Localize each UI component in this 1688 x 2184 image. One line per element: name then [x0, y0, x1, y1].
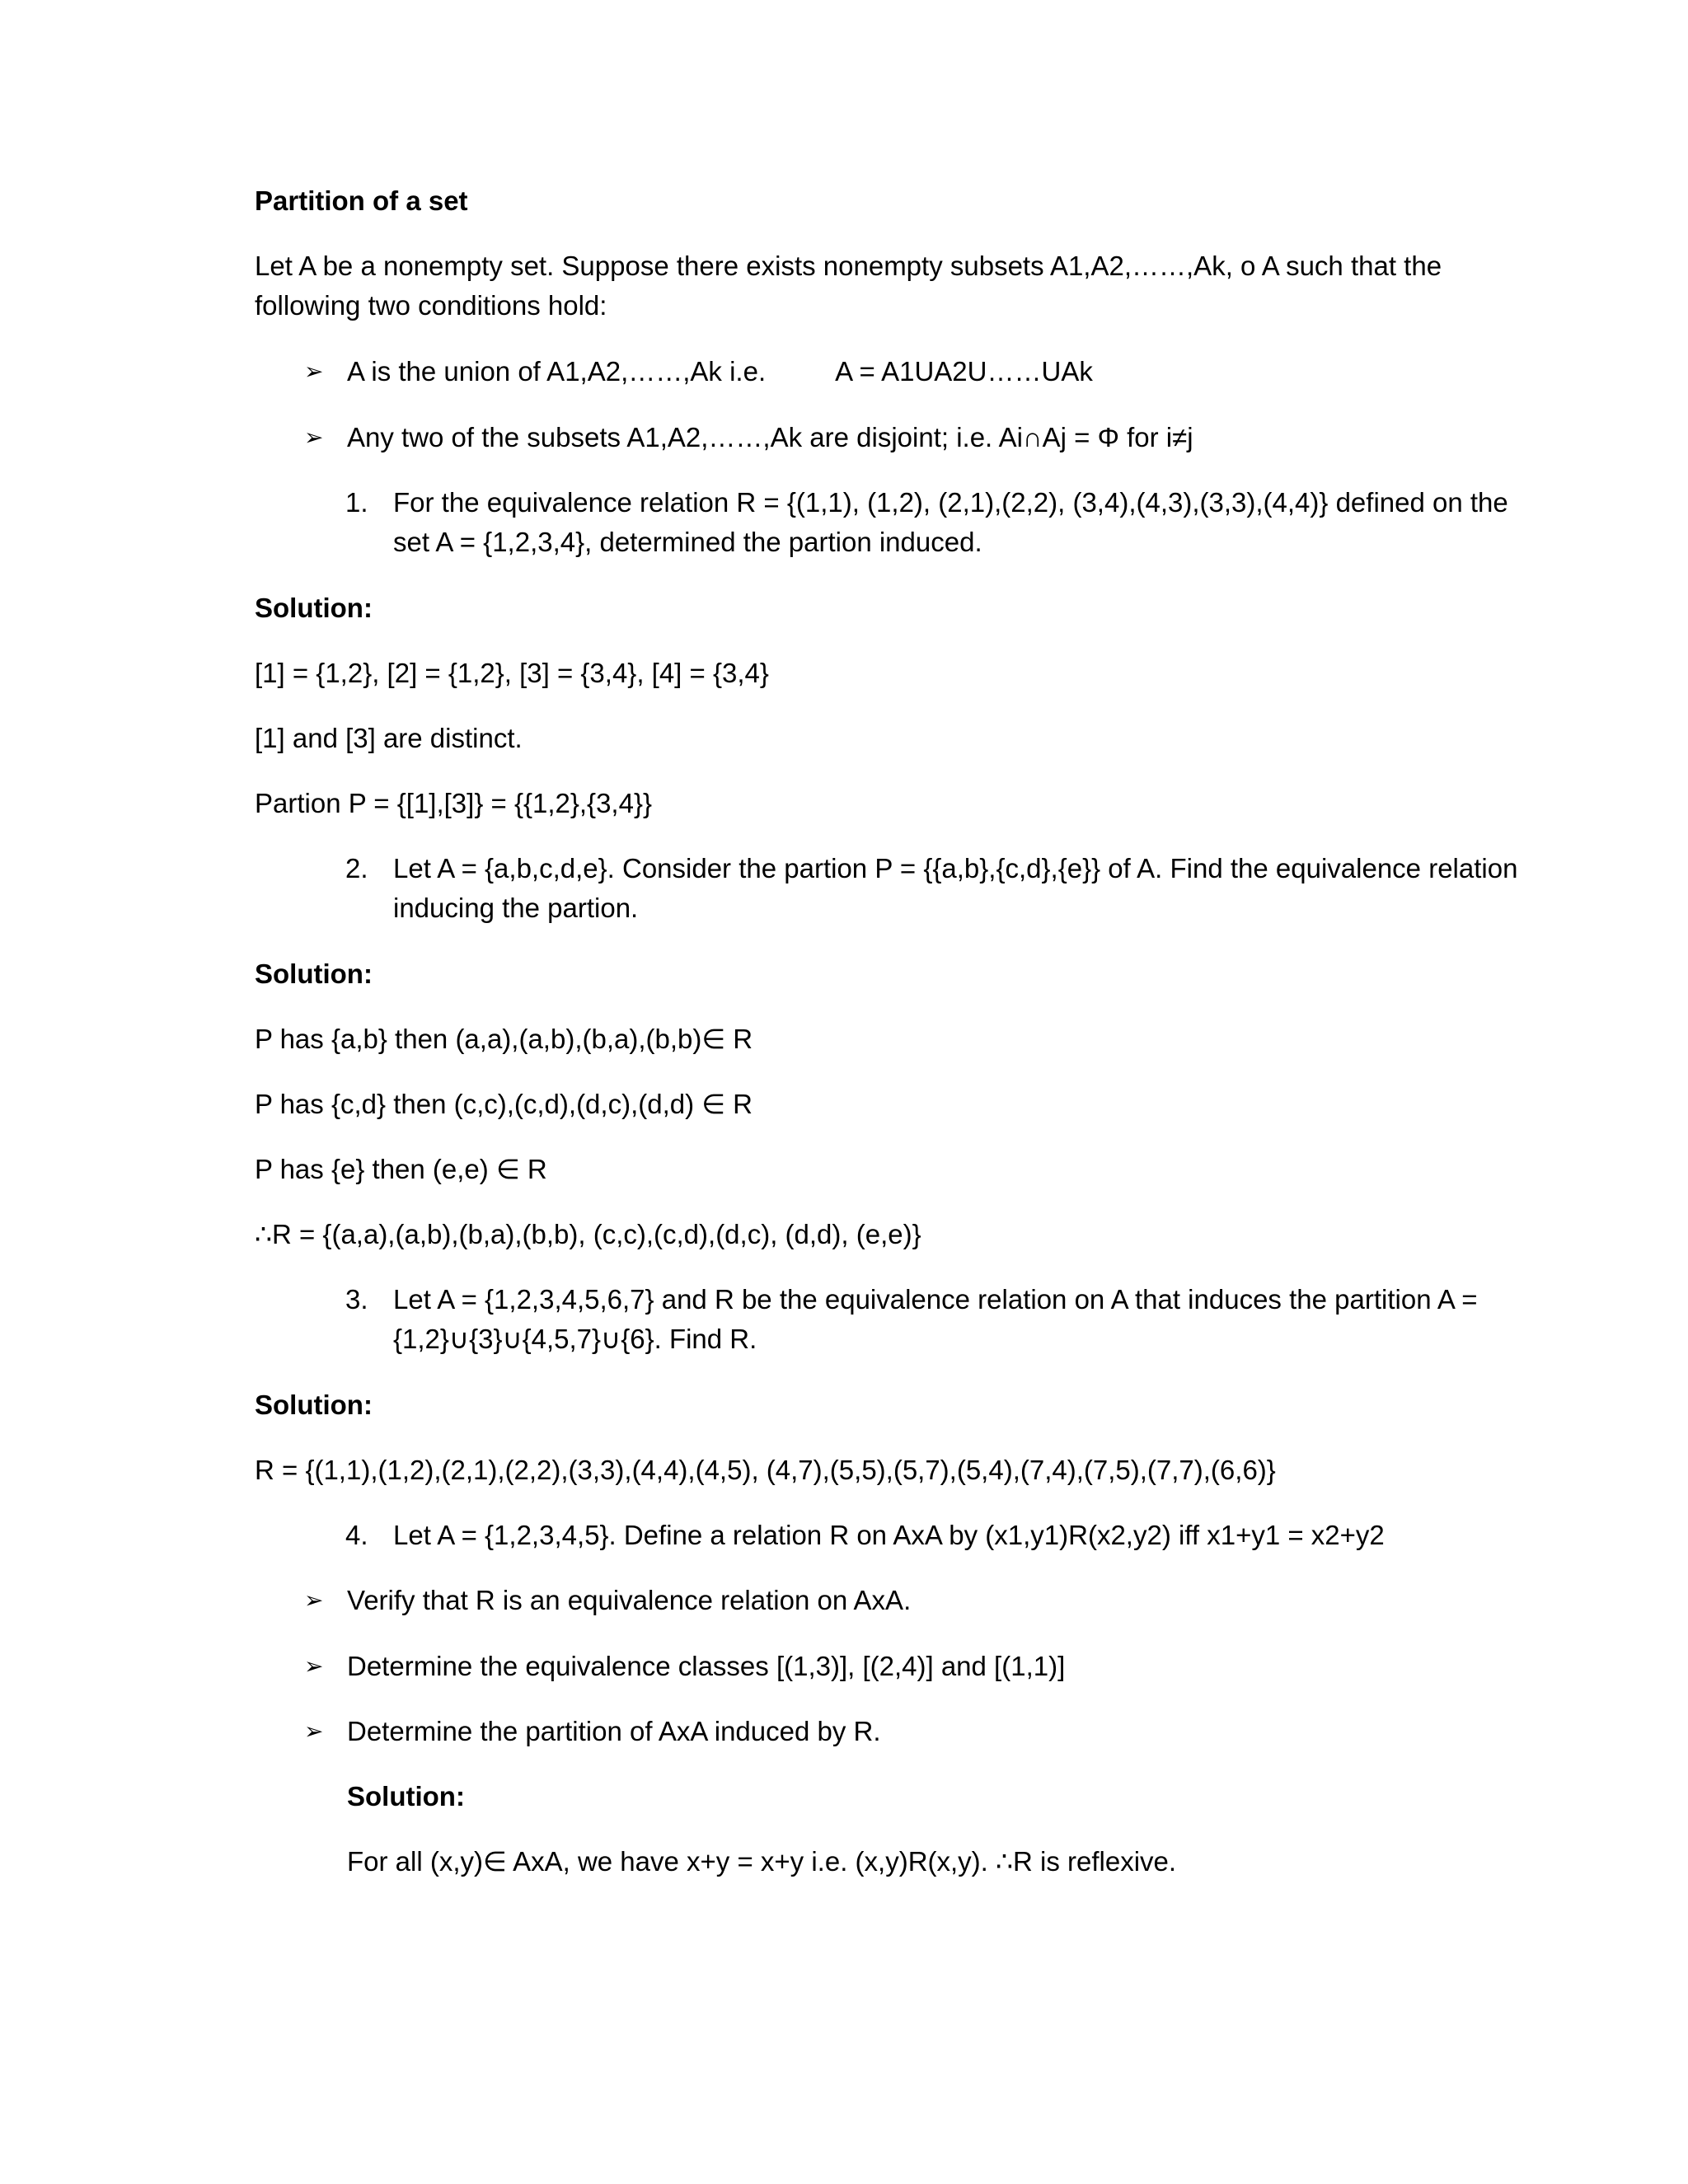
- solution-3-label: Solution:: [255, 1390, 373, 1420]
- intro-line-2: following two conditions hold:: [255, 290, 607, 321]
- problem-2-line-2: inducing the partion.: [393, 893, 639, 923]
- solution-2-label: Solution:: [255, 958, 373, 989]
- problem-2-number: 2.: [345, 853, 368, 883]
- arrow-bullet-icon: ➢: [304, 1718, 324, 1744]
- solution-1-line-1: [1] = {1,2}, [2] = {1,2}, [3] = {3,4}, [4] = {3,4}: [255, 658, 769, 688]
- section-title: Partition of a set: [255, 185, 468, 216]
- arrow-bullet-icon: ➢: [304, 424, 324, 450]
- document-page: [255, 0, 1518, 2184]
- problem-2-line-1: Let A = {a,b,c,d,e}. Consider the partion P = {{a,b},{c,d},{e}} of A. Find the equivalence relation: [393, 853, 1518, 883]
- problem-3-number: 3.: [345, 1284, 368, 1315]
- solution-1-label: Solution:: [255, 593, 373, 623]
- intro-line-1: Let A be a nonempty set. Suppose there exists nonempty subsets A1,A2,……,Ak, o A such that the: [255, 251, 1442, 281]
- problem-4-line-1: Let A = {1,2,3,4,5}. Define a relation R on AxA by (x1,y1)R(x2,y2) iff x1+y1 = x2+y2: [393, 1520, 1385, 1550]
- solution-2-line-4: ∴R = {(a,a),(a,b),(b,a),(b,b), (c,c),(c,d),(d,c), (d,d), (e,e)}: [255, 1219, 921, 1249]
- arrow-bullet-icon: ➢: [304, 1587, 324, 1613]
- arrow-bullet-icon: ➢: [304, 1653, 324, 1679]
- condition-disjoint: Any two of the subsets A1,A2,……,Ak are disjoint; i.e. Ai∩Aj = Φ for i≠j: [347, 422, 1193, 452]
- solution-2-line-1: P has {a,b} then (a,a),(a,b),(b,a),(b,b)∈ R: [255, 1024, 753, 1054]
- solution-1-line-3: Partion P = {[1],[3]} = {{1,2},{3,4}}: [255, 788, 652, 818]
- problem-4-number: 4.: [345, 1520, 368, 1550]
- arrow-bullet-icon: ➢: [304, 359, 324, 384]
- condition-union: [347, 352, 1093, 391]
- problem-4-task-2: Determine the equivalence classes [(1,3)], [(2,4)] and [(1,1)]: [347, 1651, 1066, 1681]
- solution-1-line-2: [1] and [3] are distinct.: [255, 723, 523, 753]
- problem-1-number: 1.: [345, 487, 368, 518]
- problem-4-task-1: Verify that R is an equivalence relation on AxA.: [347, 1585, 912, 1615]
- problem-1-line-1: For the equivalence relation R = {(1,1), (1,2), (2,1),(2,2), (3,4),(4,3),(3,3),(4,4)} defined on the: [393, 487, 1508, 518]
- solution-3-line-1: R = {(1,1),(1,2),(2,1),(2,2),(3,3),(4,4),(4,5), (4,7),(5,5),(5,7),(5,4),(7,4),(7,5),(7,7),(6,6)}: [255, 1455, 1276, 1485]
- condition-union-formula: A = A1UA2U……UAk: [835, 356, 1093, 387]
- solution-4-line-1: For all (x,y)∈ AxA, we have x+y = x+y i.e. (x,y)R(x,y). ∴R is reflexive.: [347, 1846, 1177, 1877]
- condition-union-text: A is the union of A1,A2,……,Ak i.e.: [347, 356, 767, 387]
- solution-2-line-3: P has {e} then (e,e) ∈ R: [255, 1154, 547, 1184]
- solution-4-label: Solution:: [347, 1781, 465, 1811]
- problem-3-line-2: {1,2}∪{3}∪{4,5,7}∪{6}. Find R.: [393, 1324, 757, 1354]
- problem-3-line-1: Let A = {1,2,3,4,5,6,7} and R be the equivalence relation on A that induces the partition A =: [393, 1284, 1478, 1315]
- problem-1-line-2: set A = {1,2,3,4}, determined the partion induced.: [393, 527, 982, 557]
- solution-2-line-2: P has {c,d} then (c,c),(c,d),(d,c),(d,d) ∈ R: [255, 1089, 753, 1119]
- problem-4-task-3: Determine the partition of AxA induced by R.: [347, 1716, 881, 1746]
